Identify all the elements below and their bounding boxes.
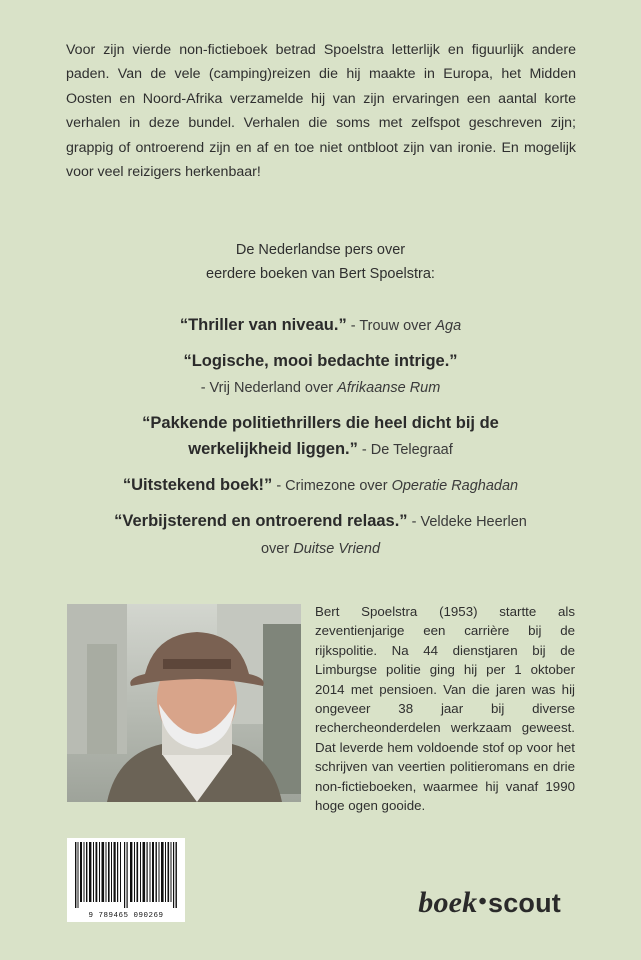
publisher-logo xyxy=(418,886,561,920)
quote-source: - Trouw over xyxy=(346,318,436,334)
quote-source: - Veldeke Heerlen xyxy=(407,514,527,530)
press-intro-line1: De Nederlandse pers over xyxy=(235,242,406,258)
press-quote xyxy=(0,472,641,499)
press-intro-line2: eerdere boeken van Bert Spoelstra: xyxy=(206,266,435,282)
author-photo xyxy=(67,604,301,802)
isbn-barcode xyxy=(67,838,185,922)
quote-book-title: Duitse Vriend xyxy=(293,541,381,557)
quote-book-title: Aga xyxy=(435,318,462,334)
press-quote xyxy=(0,508,641,562)
isbn-number: 9 789465 090269 xyxy=(88,912,164,920)
quote-text: “Thriller van niveau.” xyxy=(179,316,347,334)
barcode-bars xyxy=(67,838,185,910)
author-photo-illustration xyxy=(67,604,301,802)
press-quote xyxy=(0,348,641,401)
quote-book-title: Operatie Raghadan xyxy=(391,478,519,494)
press-intro xyxy=(0,238,641,286)
quote-source: - Crimezone over xyxy=(272,478,392,494)
quote-text: “Uitstekend boek!” xyxy=(122,476,273,494)
quote-text: “Verbijsterend en ontroerend relaas.” xyxy=(114,512,408,530)
author-bio: Bert Spoelstra (1953) startte als zeventienjarige een carrière bij de rijkspolitie. Na 44 dienstjaren bij de Limburgse politie ging hij per 1 oktober 2014 met pensioen. Van die jaren was hij ongeveer 38 jaar bij diverse rechercheonderdelen werkzaam geweest. Dat leverde hem voldoende stof op voor het schrijven van veertien politieromans en drie non-fictieboeken, waarmee hij vanaf 1990 hoge ogen gooide. xyxy=(315,604,575,814)
logo-part2: scout xyxy=(487,888,561,918)
logo-part1: boek xyxy=(418,886,478,919)
press-quote xyxy=(0,410,641,463)
quote-source: - Vrij Nederland over xyxy=(200,380,338,396)
quote-text: “Logische, mooi bedachte intrige.” xyxy=(183,352,458,370)
quote-text-line1: “Pakkende politiethrillers die heel dicht bij de xyxy=(142,414,499,432)
quote-source-line2: over xyxy=(260,541,294,557)
press-quote xyxy=(0,312,641,339)
back-cover-blurb: Voor zijn vierde non-fictieboek betrad Spoelstra letterlijk en figuurlijk andere paden. Van de vele (camping)reizen die hij maakte in Europa, het Midden Oosten en Noord-Afrika verzamelde hij van zijn ervaringen een aantal korte verhalen in deze bundel. Verhalen die soms met zelfspot geschreven zijn; grappig of ontroerend zijn en af en toe niet ontbloot zijn van ironie. En mogelijk voor veel reizigers herkenbaar! xyxy=(66,42,576,181)
press-quotes xyxy=(0,312,641,562)
logo-dot: • xyxy=(478,889,487,915)
quote-text-line2: werkelijkheid liggen.” xyxy=(188,440,358,458)
quote-book-title: Afrikaanse Rum xyxy=(337,380,441,396)
quote-source: - De Telegraaf xyxy=(357,442,453,458)
